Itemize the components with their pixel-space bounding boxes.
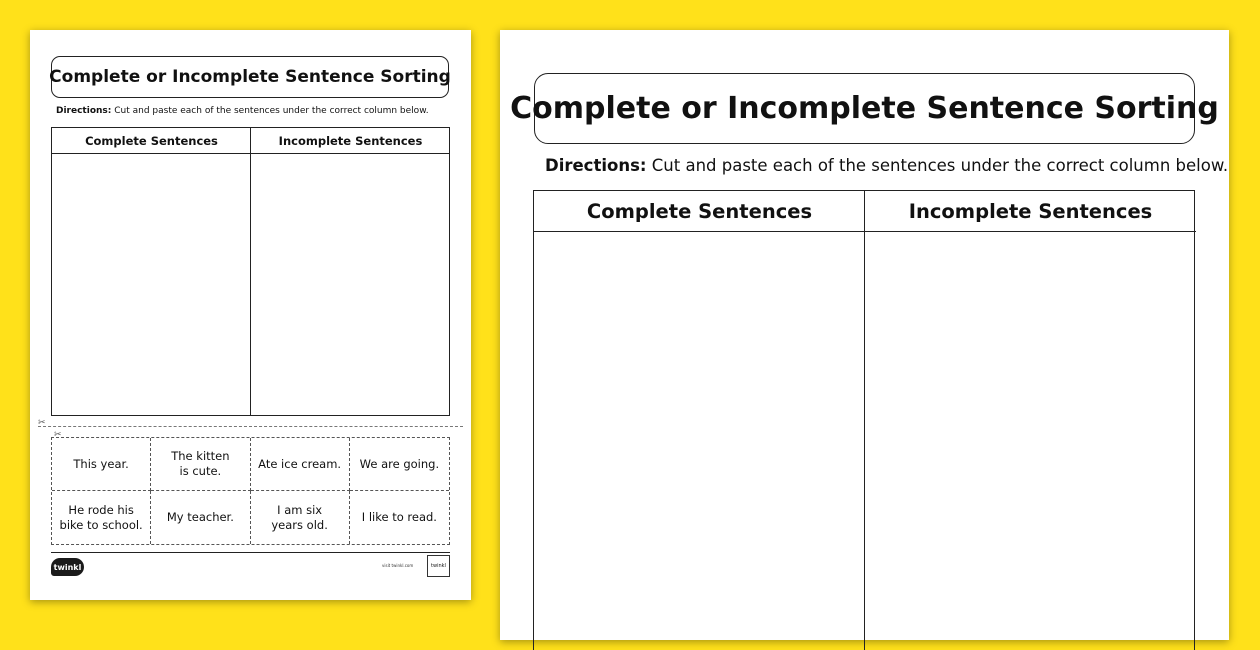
worksheet-title: Complete or Incomplete Sentence Sorting [51, 56, 449, 98]
column-header-complete: Complete Sentences [52, 128, 251, 154]
sorting-table [51, 127, 450, 416]
directions-label: Directions: [545, 156, 647, 175]
scissors-icon: ✂ [38, 418, 46, 428]
sentence-cards [51, 437, 450, 545]
footer-divider [51, 552, 450, 553]
sentence-card[interactable]: He rode his bike to school. [52, 491, 151, 544]
sentence-card[interactable]: This year. [52, 438, 151, 491]
worksheet-preview-small [30, 30, 471, 600]
sentence-card[interactable]: My teacher. [151, 491, 250, 544]
column-header-incomplete: Incomplete Sentences [865, 191, 1196, 232]
worksheet-preview-large [500, 30, 1229, 640]
sentence-card[interactable]: Ate ice cream. [251, 438, 350, 491]
worksheet-title: Complete or Incomplete Sentence Sorting [534, 73, 1195, 144]
scissors-icon: ✂ [54, 430, 62, 440]
directions-text: Cut and paste each of the sentences under the correct column below. [646, 156, 1229, 175]
directions [56, 106, 429, 116]
sentence-card[interactable]: I like to read. [361, 510, 437, 524]
twinkl-logo: twinkl [51, 558, 84, 576]
sentence-card[interactable]: We are going. [350, 438, 449, 491]
directions [545, 156, 1228, 175]
sorting-table [533, 190, 1195, 650]
sentence-card[interactable]: The kitten is cute. [151, 438, 250, 491]
column-header-complete: Complete Sentences [534, 191, 865, 232]
quality-stamp-icon: twinkl [427, 555, 450, 577]
sentence-card[interactable]: I am six years old. [251, 491, 350, 544]
directions-label: Directions: [56, 106, 112, 116]
column-header-incomplete: Incomplete Sentences [251, 128, 450, 154]
directions-text: Cut and paste each of the sentences under the correct column below. [111, 106, 429, 116]
column-divider [864, 191, 865, 650]
column-divider [250, 128, 251, 415]
footer-url: visit twinkl.com [382, 563, 414, 568]
cut-line [38, 426, 463, 427]
